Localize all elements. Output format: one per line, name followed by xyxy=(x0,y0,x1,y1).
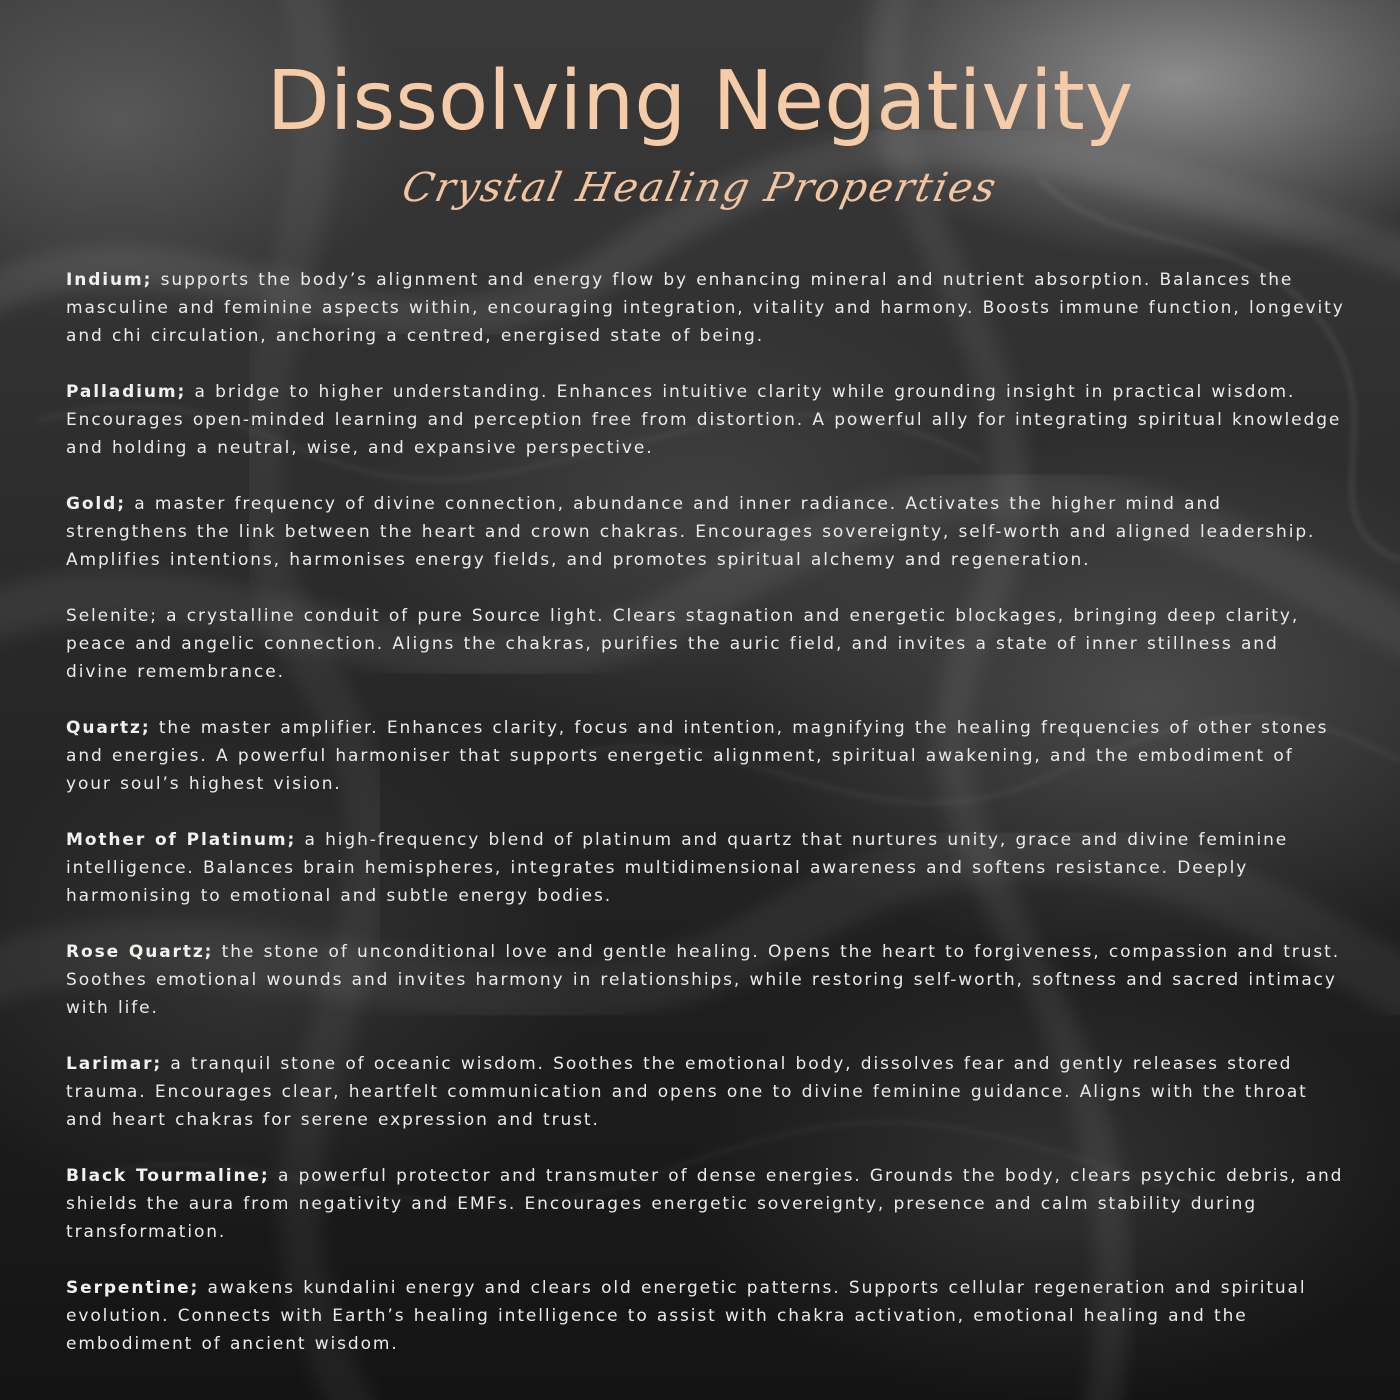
crystal-description: a powerful protector and transmuter of dense energies. Grounds the body, clears psychic debris, and shields the aura from negativity and EMFs. Encourages energetic sovereignty, presence and calm stability during transformation. xyxy=(66,1166,1344,1242)
crystal-entry-rose-quartz xyxy=(66,938,1346,1022)
crystal-description: awakens kundalini energy and clears old energetic patterns. Supports cellular regeneration and spiritual evolution. Connects with Earth’s healing intelligence to assist with chakra activation, emotional healing and the embodiment of ancient wisdom. xyxy=(66,1278,1307,1354)
crystal-name: Indium; xyxy=(66,270,153,290)
crystal-list xyxy=(66,266,1346,1386)
crystal-entry-quartz xyxy=(66,714,1346,798)
crystal-entry-palladium xyxy=(66,378,1346,462)
crystal-name: Rose Quartz; xyxy=(66,942,214,962)
crystal-description: the master amplifier. Enhances clarity, focus and intention, magnifying the healing frequencies of other stones and energies. A powerful harmoniser that supports energetic alignment, spiritual awakening, and the embodiment of your soul’s highest vision. xyxy=(66,718,1329,794)
crystal-name: Gold; xyxy=(66,494,126,514)
crystal-name: Black Tourmaline; xyxy=(66,1166,270,1186)
crystal-entry-larimar xyxy=(66,1050,1346,1134)
crystal-name: Larimar; xyxy=(66,1054,163,1074)
crystal-name: Palladium; xyxy=(66,382,187,402)
crystal-description: a bridge to higher understanding. Enhances intuitive clarity while grounding insight in practical wisdom. Encourages open-minded learning and perception free from distortion. A powerful ally for integrating spiritual knowledge and holding a neutral, wise, and expansive perspective. xyxy=(66,382,1342,458)
crystal-entry-mother-of-platinum xyxy=(66,826,1346,910)
page-title: Dissolving Negativity xyxy=(266,54,1134,149)
crystal-entry-black-tourmaline xyxy=(66,1162,1346,1246)
crystal-entry-indium xyxy=(66,266,1346,350)
crystal-entry-gold xyxy=(66,490,1346,574)
crystal-name: Quartz; xyxy=(66,718,151,738)
crystal-description: Selenite; a crystalline conduit of pure Source light. Clears stagnation and energetic blockages, bringing deep clarity, peace and angelic connection. Aligns the chakras, purifies the auric field, and invites a state of inner stillness and divine remembrance. xyxy=(66,606,1300,682)
crystal-description: a master frequency of divine connection, abundance and inner radiance. Activates the higher mind and strengthens the link between the heart and crown chakras. Encourages sovereignty, self-worth and aligned leadership. Amplifies intentions, harmonises energy fields, and promotes spiritual alchemy and regeneration. xyxy=(66,494,1316,570)
crystal-name: Serpentine; xyxy=(66,1278,200,1298)
crystal-entry-selenite xyxy=(66,602,1346,686)
crystal-name: Mother of Platinum; xyxy=(66,830,297,850)
crystal-entry-serpentine xyxy=(66,1274,1346,1358)
crystal-description: the stone of unconditional love and gentle healing. Opens the heart to forgiveness, compassion and trust. Soothes emotional wounds and invites harmony in relationships, while restoring self-worth, softness and sacred intimacy with life. xyxy=(66,942,1340,1018)
page-subtitle: Crystal Healing Properties xyxy=(398,165,1002,211)
crystal-description: supports the body’s alignment and energy flow by enhancing mineral and nutrient absorption. Balances the masculine and feminine aspects within, encouraging integration, vitality and harmony. Boosts immune function, longevity and chi circulation, anchoring a centred, energised state of being. xyxy=(66,270,1345,346)
crystal-description: a tranquil stone of oceanic wisdom. Soothes the emotional body, dissolves fear and gently releases stored trauma. Encourages clear, heartfelt communication and opens one to divine feminine guidance. Aligns with the throat and heart chakras for serene expression and trust. xyxy=(66,1054,1308,1130)
crystal-description: a high-frequency blend of platinum and quartz that nurtures unity, grace and divine feminine intelligence. Balances brain hemispheres, integrates multidimensional awareness and softens resistance. Deeply harmonising to emotional and subtle energy bodies. xyxy=(66,830,1289,906)
